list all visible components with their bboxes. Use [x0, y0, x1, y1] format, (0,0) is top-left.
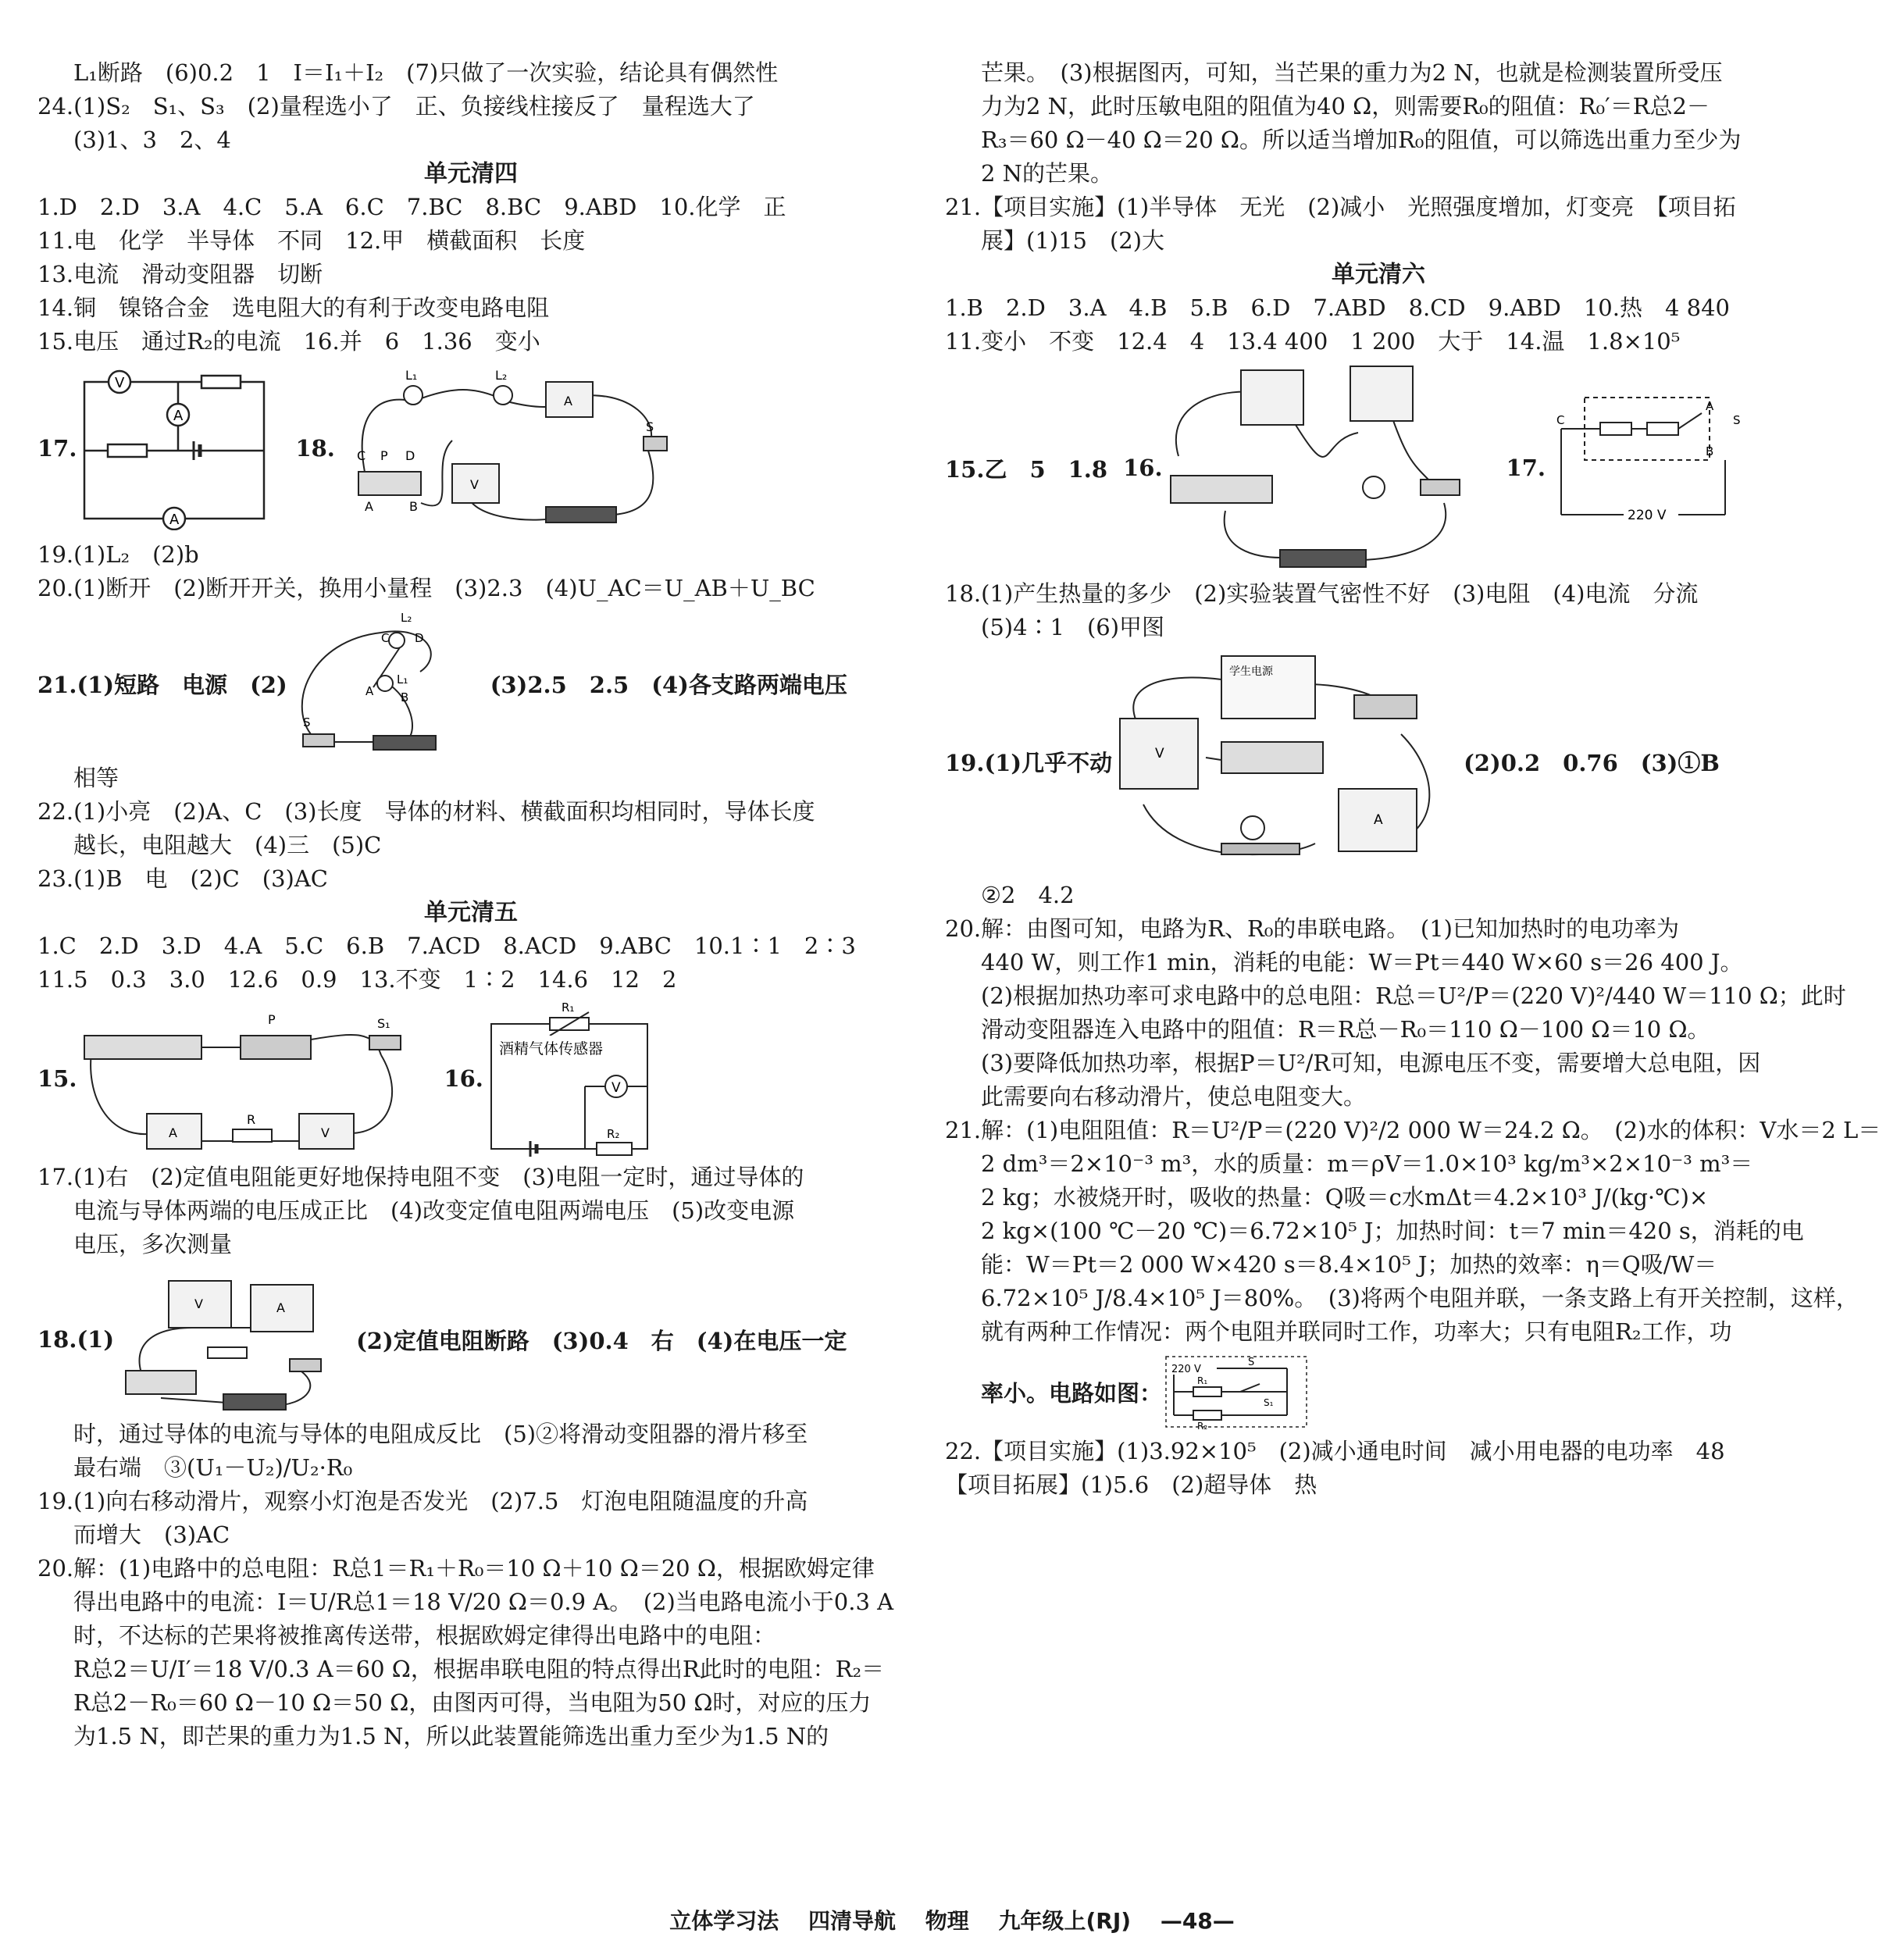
figure-row-15-16 — [37, 997, 904, 1161]
svg-text:R₁: R₁ — [561, 1000, 575, 1015]
right-column — [945, 56, 1881, 1502]
answer-line: 15.电压 通过R₂的电流 16.并 6 1.36 变小 — [37, 328, 540, 355]
svg-text:P: P — [380, 448, 388, 463]
answer-line: 22.【项目实施】(1)3.92×10⁵ (2)减小通电时间 减小用电器的电功率 48 — [945, 1438, 1725, 1464]
answer-line: R₃＝60 Ω－40 Ω＝20 Ω。所以适当增加R₀的阻值，可以筛选出重力至少为 — [981, 127, 1742, 153]
figure-row-18b — [37, 1261, 904, 1418]
svg-text:R: R — [247, 1112, 256, 1127]
circuit-diagram-21 — [287, 609, 475, 758]
svg-text:A: A — [563, 394, 572, 408]
circuit-diagram-15 — [77, 1000, 420, 1157]
answer-line: 20.解：由图可知，电路为R、R₀的串联电路。 (1)已知加热时的电功率为 — [945, 915, 1679, 942]
answer-line: 13.电流 滑动变阻器 切断 — [37, 261, 323, 287]
answer-line: 而增大 (3)AC — [73, 1521, 230, 1548]
answer-text: (3)2.5 2.5 (4)各支路两端电压 — [490, 671, 847, 698]
question-number: 17. — [1506, 455, 1546, 481]
answer-line: (2)根据加热功率可求电路中的总电阻：R总＝U²/P＝(220 V)²/440 W＝110 Ω；此时 — [981, 983, 1846, 1009]
answer-line: 19.(1)向右移动滑片，观察小灯泡是否发光 (2)7.5 灯泡电阻随温度的升高 — [37, 1488, 808, 1514]
answer-line: 为1.5 N，即芒果的重力为1.5 N，所以此装置能筛选出重力至少为1.5 N的 — [73, 1723, 829, 1749]
svg-text:V: V — [611, 1080, 621, 1096]
footer-grade: 九年级上(RJ) — [998, 1908, 1132, 1934]
answer-line: 就有两种工作情况：两个电阻并联同时工作，功率大；只有电阻R₂工作，功 — [981, 1318, 1732, 1345]
answer-line: (3)1、3 2、4 — [73, 127, 231, 153]
answer-line: 20.解：(1)电路中的总电阻：R总1＝R₁＋R₀＝10 Ω＋10 Ω＝20 Ω，根据欧姆定律 — [37, 1555, 875, 1582]
question-number: 18.(1) — [37, 1326, 115, 1353]
svg-text:220 V: 220 V — [1628, 508, 1667, 523]
footer-subject: 物理 — [925, 1908, 969, 1934]
answer-line: 能：W＝Pt＝2 000 W×420 s＝8.4×10⁵ J；加热的效率：η＝Q吸/W＝ — [981, 1251, 1717, 1278]
circuit-diagram-21-right — [1162, 1353, 1310, 1431]
answer-line: 电压，多次测量 — [73, 1231, 233, 1257]
question-number: 16. — [444, 1065, 483, 1092]
answer-line: 最右端 ③(U₁－U₂)/U₂·R₀ — [73, 1454, 353, 1481]
svg-text:D: D — [405, 448, 415, 463]
svg-text:L₁: L₁ — [405, 368, 418, 383]
svg-text:C: C — [356, 448, 366, 463]
answer-line: 芒果。 (3)根据图丙，可知，当芒果的重力为2 N，也就是检测装置所受压 — [981, 59, 1723, 86]
question-number: 17. — [37, 435, 77, 462]
answer-line: 11.变小 不变 12.4 4 13.4 400 1 200 大于 14.温 1.8×10⁵ — [945, 328, 1681, 355]
answer-line: 20.(1)断开 (2)断开开关，换用小量程 (3)2.3 (4)U_AC＝U_AB＋U_BC — [37, 575, 815, 601]
figure-row-17-18 — [37, 358, 904, 538]
answer-line: R总2＝U/I′＝18 V/0.3 A＝60 Ω，根据串联电阻的特点得出R此时的电阻：R₂＝ — [73, 1656, 885, 1682]
circuit-diagram-16 — [483, 1000, 671, 1157]
svg-text:学生电源: 学生电源 — [1229, 665, 1274, 678]
answer-text: 19.(1)几乎不动 — [945, 749, 1113, 776]
answer-line: 相等 — [73, 765, 119, 791]
svg-text:V: V — [194, 1296, 204, 1311]
figure-row-21-right — [945, 1349, 1812, 1435]
answer-line: (3)要降低加热功率，根据P＝U²/R可知，电源电压不变，需要增大总电阻，因 — [981, 1050, 1761, 1076]
svg-text:V: V — [469, 477, 479, 492]
svg-text:A: A — [276, 1300, 286, 1315]
answer-line: 18.(1)产生热量的多少 (2)实验装置气密性不好 (3)电阻 (4)电流 分流 — [945, 580, 1699, 607]
page-number: —48— — [1160, 1908, 1235, 1934]
answer-text: 15.乙 5 1.8 — [945, 455, 1108, 483]
section-title-unit-5: 单元清五 — [424, 899, 518, 926]
answer-line: 24.(1)S₂ S₁、S₃ (2)量程选小了 正、负接线柱接反了 量程选大了 — [37, 93, 755, 119]
answer-line: 时，不达标的芒果将被推离传送带，根据欧姆定律得出电路中的电阻： — [73, 1622, 776, 1649]
answer-line: 21.【项目实施】(1)半导体 无光 (2)减小 光照强度增加，灯变亮 【项目拓 — [945, 194, 1736, 220]
answer-line: 1.C 2.D 3.D 4.A 5.C 6.B 7.ACD 8.ACD 9.ABC 10.1∶1 2∶3 — [37, 933, 856, 959]
page-footer — [0, 1904, 1904, 1935]
svg-text:S: S — [1733, 413, 1741, 427]
answer-text: (2)0.2 0.76 (3)①B — [1464, 749, 1720, 776]
answer-line: 11.5 0.3 3.0 12.6 0.9 13.不变 1∶2 14.6 12 2 — [37, 966, 677, 993]
circuit-diagram-16-right — [1163, 362, 1491, 573]
section-title-unit-4: 单元清四 — [424, 160, 518, 187]
svg-text:S: S — [645, 419, 654, 434]
answer-line: 6.72×10⁵ J/8.4×10⁵ J＝80%。 (3)将两个电阻并联，一条支路上有开关控制，这样， — [981, 1285, 1859, 1311]
answer-line: ②2 4.2 — [981, 882, 1075, 908]
circuit-diagram-17-right — [1546, 390, 1780, 546]
svg-text:P: P — [268, 1012, 276, 1027]
answer-line: 2 kg×(100 ℃－20 ℃)＝6.72×10⁵ J；加热时间：t＝7 min＝420 s，消耗的电 — [981, 1218, 1804, 1244]
question-number: 15. — [37, 1065, 77, 1092]
question-number: 18. — [295, 435, 335, 462]
figure-row-21 — [37, 605, 904, 761]
svg-text:S₁: S₁ — [1264, 1397, 1274, 1408]
answer-line: 1.D 2.D 3.A 4.C 5.A 6.C 7.BC 8.BC 9.ABD 10.化学 正 — [37, 194, 786, 220]
answer-line: 此需要向右移动滑片，使总电阻变大。 — [981, 1083, 1367, 1110]
circuit-diagram-19 — [1112, 648, 1448, 875]
answer-line: 力为2 N，此时压敏电阻的阻值为40 Ω，则需要R₀的阻值：R₀′＝R总2－ — [981, 93, 1710, 119]
answer-line: 22.(1)小亮 (2)A、C (3)长度 导体的材料、横截面积均相同时，导体长度 — [37, 798, 815, 825]
answer-line: 越长，电阻越大 (4)三 (5)C — [73, 832, 382, 858]
answer-text: 率小。电路如图： — [981, 1379, 1163, 1407]
svg-text:S₁: S₁ — [377, 1016, 391, 1031]
figure-row-19 — [945, 644, 1812, 879]
svg-text:酒精气体传感器: 酒精气体传感器 — [498, 1040, 603, 1057]
answer-line: 电流与导体两端的电压成正比 (4)改变定值电阻两端电压 (5)改变电源 — [73, 1197, 795, 1224]
svg-text:A: A — [169, 1125, 178, 1140]
section-title-unit-6: 单元清六 — [1332, 261, 1425, 288]
answer-line: 17.(1)右 (2)定值电阻能更好地保持电阻不变 (3)电阻一定时，通过导体的 — [37, 1164, 804, 1190]
svg-text:A: A — [173, 408, 184, 424]
figure-row-15-17 — [945, 358, 1812, 577]
svg-text:V: V — [321, 1125, 330, 1140]
svg-text:A: A — [365, 684, 373, 698]
circuit-diagram-18 — [335, 362, 679, 534]
question-number: 16. — [1123, 455, 1163, 481]
svg-text:S: S — [302, 715, 311, 729]
svg-text:D: D — [414, 631, 424, 645]
svg-text:V: V — [115, 375, 125, 391]
answer-line: (5)4∶1 (6)甲图 — [981, 614, 1165, 640]
svg-text:A: A — [1374, 812, 1383, 828]
answer-line: 【项目拓展】(1)5.6 (2)超导体 热 — [945, 1471, 1317, 1498]
answer-line: 11.电 化学 半导体 不同 12.甲 横截面积 长度 — [37, 227, 586, 254]
svg-text:A: A — [364, 499, 373, 514]
svg-text:220 V: 220 V — [1171, 1364, 1201, 1375]
svg-text:A: A — [1706, 399, 1714, 413]
answer-line: 1.B 2.D 3.A 4.B 5.B 6.D 7.ABD 8.CD 9.ABD 10.热 4 840 — [945, 294, 1730, 321]
answer-line: R总2－R₀＝60 Ω－10 Ω＝50 Ω，由图丙可得，当电阻为50 Ω时，对应的压力 — [73, 1689, 872, 1716]
answer-line: 时，通过导体的电流与导体的电阻成反比 (5)②将滑动变阻器的滑片移至 — [73, 1421, 808, 1447]
answer-text: (2)定值电阻断路 (3)0.4 右 (4)在电压一定 — [356, 1327, 847, 1354]
answer-line: 得出电路中的电流：I＝U/R总1＝18 V/20 Ω＝0.9 A。 (2)当电路电流小于0.3 A — [73, 1589, 894, 1615]
answer-line: 440 W，则工作1 min，消耗的电能：W＝Pt＝440 W×60 s＝26 400 J。 — [981, 949, 1743, 975]
answer-line: L₁断路 (6)0.2 1 I＝I₁＋I₂ (7)只做了一次实验，结论具有偶然性 — [73, 59, 779, 86]
answer-line: 展】(1)15 (2)大 — [981, 227, 1165, 254]
svg-text:B: B — [1706, 444, 1714, 458]
answer-line: 14.铜 镍铬合金 选电阻大的有利于改变电路电阻 — [37, 294, 550, 321]
svg-text:R₁: R₁ — [1197, 1375, 1208, 1386]
answer-line: 19.(1)L₂ (2)b — [37, 541, 199, 568]
svg-text:L₁: L₁ — [396, 672, 408, 687]
svg-text:S: S — [1248, 1357, 1255, 1368]
svg-text:V: V — [1155, 746, 1164, 761]
answer-line: 2 dm³＝2×10⁻³ m³，水的质量：m＝ρV＝1.0×10³ kg/m³×2×10⁻³ m³＝ — [981, 1150, 1753, 1177]
svg-text:R₂: R₂ — [1197, 1421, 1208, 1431]
svg-text:B: B — [408, 499, 418, 514]
left-column — [37, 56, 904, 1753]
answer-line: 2 kg；水被烧开时，吸收的热量：Q吸＝c水mΔt＝4.2×10³ J/(kg·℃)× — [981, 1184, 1709, 1211]
svg-text:B: B — [400, 690, 408, 704]
circuit-diagram-17 — [77, 366, 280, 530]
svg-text:A: A — [169, 512, 180, 528]
answer-line: 21.解：(1)电阻阻值：R＝U²/P＝(220 V)²/2 000 W＝24.2 Ω。 (2)水的体积：V水＝2 L＝ — [945, 1117, 1881, 1143]
answer-line: 滑动变阻器连入电路中的阻值：R＝R总－R₀＝110 Ω－100 Ω＝10 Ω。 — [981, 1016, 1710, 1043]
circuit-diagram-18b — [114, 1265, 341, 1414]
question-number: 21.(1)短路 电源 (2) — [37, 671, 287, 698]
footer-series: 立体学习法 — [669, 1908, 779, 1934]
svg-text:L₂: L₂ — [400, 611, 412, 625]
footer-nav: 四清导航 — [808, 1908, 896, 1934]
svg-text:R₂: R₂ — [606, 1127, 620, 1141]
svg-text:C: C — [380, 631, 390, 645]
answer-line: 23.(1)B 电 (2)C (3)AC — [37, 865, 328, 892]
answer-line: 2 N的芒果。 — [981, 160, 1114, 187]
svg-text:L₂: L₂ — [494, 368, 508, 383]
svg-text:C: C — [1556, 413, 1565, 427]
